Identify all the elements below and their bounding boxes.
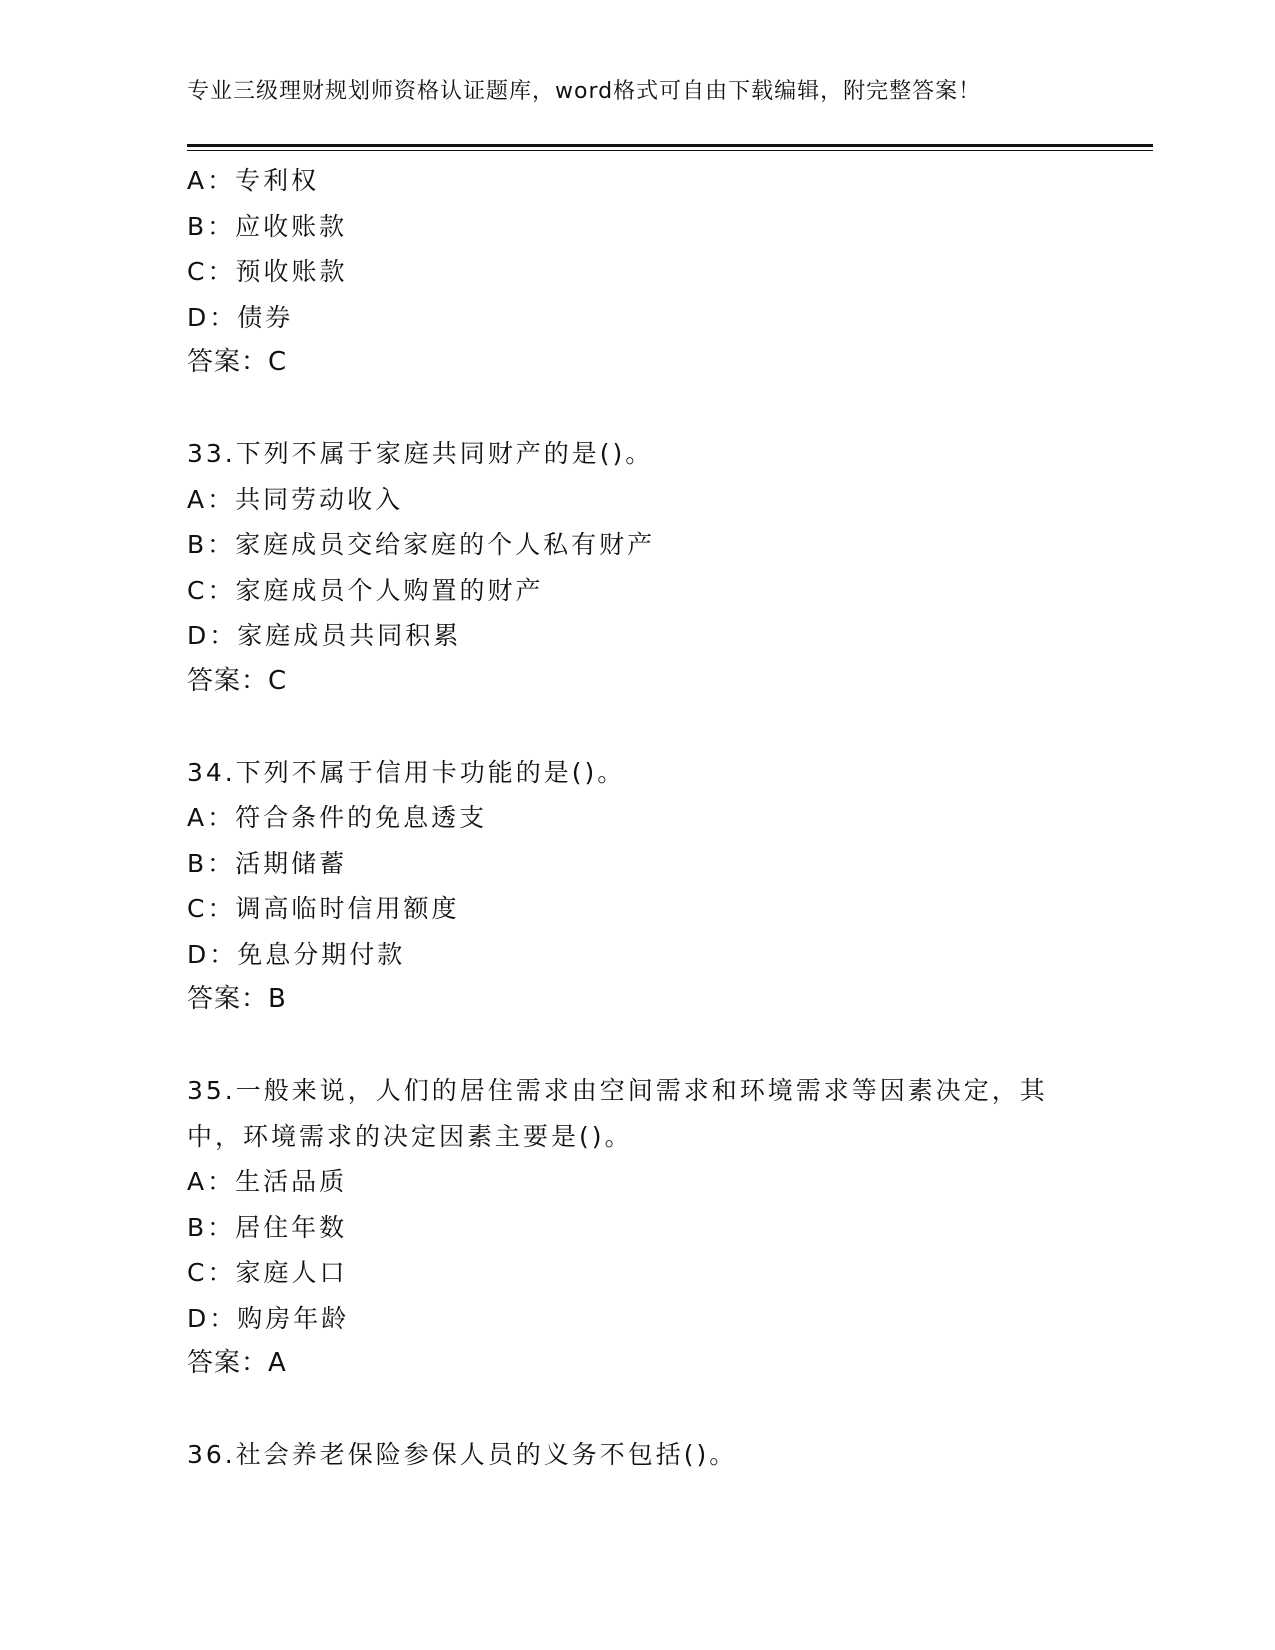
spacer [187,704,1087,750]
option-c: C：家庭成员个人购置的财产 [187,575,544,605]
option-a: A：共同劳动收入 [187,484,404,514]
spacer [187,1023,1087,1069]
question-stem-continued: 中，环境需求的决定因素主要是()。 [187,1121,633,1151]
document-content [187,158,1087,1478]
question-stem: 34.下列不属于信用卡功能的是()。 [187,757,626,787]
option-c: C：调高临时信用额度 [187,894,460,923]
option-b: B：居住年数 [187,1212,348,1242]
answer-line: 答案：C [187,665,288,696]
option-a: A：符合条件的免息透支 [187,803,488,832]
answer-line: 答案：B [187,984,287,1014]
header-rule-thick [187,144,1153,147]
option-d: D：购房年龄 [187,1303,350,1333]
question-36 [187,1432,1087,1478]
question-stem: 35.一般来说，人们的居住需求由空间需求和环境需求等因素决定，其 [187,1076,1048,1105]
option-c: C：预收账款 [187,257,348,286]
spacer [187,386,1087,432]
question-stem: 36.社会养老保险参保人员的义务不包括()。 [187,1440,738,1469]
option-d: D：免息分期付款 [187,939,406,969]
option-a: A：专利权 [187,166,320,195]
option-a: A：生活品质 [187,1167,348,1196]
page-header: 专业三级理财规划师资格认证题库，word格式可自由下载编辑，附完整答案！ [187,79,982,104]
option-c: C：家庭人口 [187,1258,348,1287]
answer-line: 答案：A [187,1348,287,1378]
spacer [187,1387,1087,1433]
option-d: D：家庭成员共同积累 [187,621,462,650]
option-b: B：应收账款 [187,211,348,241]
question-34 [187,750,1087,1023]
answer-line: 答案：C [187,347,288,377]
question-35 [187,1068,1087,1387]
option-d: D：债券 [187,302,294,332]
question-33 [187,431,1087,704]
question-stem: 33.下列不属于家庭共同财产的是()。 [187,439,654,468]
option-b: B：活期储蓄 [187,848,348,878]
header-rule-thin [187,150,1153,151]
option-b: B：家庭成员交给家庭的个人私有财产 [187,530,656,559]
question-32-tail [187,158,1087,386]
